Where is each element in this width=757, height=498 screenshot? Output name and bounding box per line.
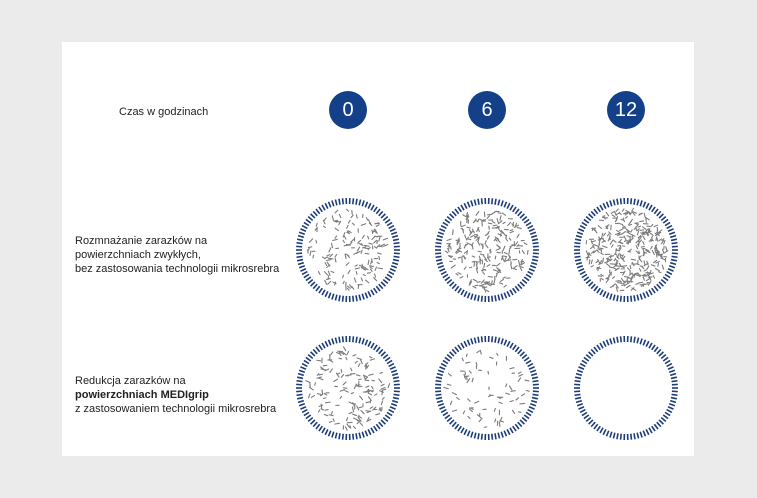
row-label-ordinary-line3: bez zastosowania technologii mikrosrebra — [75, 263, 280, 275]
petri-dish-ordinary-12h — [573, 197, 679, 303]
dish-graphic — [573, 197, 679, 303]
hour-badge-12: 12 — [607, 91, 645, 129]
row-label-ordinary-line2: powierzchniach zwykłych, — [75, 249, 201, 261]
dish-rim — [574, 336, 678, 440]
medigrip-bold-text: powierzchniach MEDIgrip — [75, 389, 209, 401]
row-label-medigrip-line2 — [75, 388, 276, 402]
dish-rim — [435, 198, 539, 302]
germ-cluster — [306, 347, 390, 430]
germ-cluster — [445, 211, 528, 292]
petri-dish-medigrip-12h — [573, 335, 679, 441]
row-label-medigrip — [75, 374, 276, 416]
hour-badge-6: 6 — [468, 91, 506, 129]
diagram-panel — [62, 42, 694, 456]
petri-dish-ordinary-6h — [434, 197, 540, 303]
petri-dish-medigrip-6h — [434, 335, 540, 441]
germ-cluster — [586, 208, 668, 291]
hour-badge-0: 0 — [329, 91, 367, 129]
row-label-ordinary — [75, 234, 279, 276]
row-label-ordinary-line1: Rozmnażanie zarazków na — [75, 235, 208, 247]
petri-dish-medigrip-0h — [295, 335, 401, 441]
dish-graphic — [434, 335, 540, 441]
dish-graphic — [295, 197, 401, 303]
dish-graphic — [573, 335, 679, 441]
dish-graphic — [434, 197, 540, 303]
row-label-medigrip-line3: z zastosowaniem technologii mikrosrebra — [75, 403, 277, 415]
petri-dish-ordinary-0h — [295, 197, 401, 303]
row-label-medigrip-line1: Redukcja zarazków na — [75, 375, 186, 387]
dish-rim — [435, 336, 539, 440]
time-label: Czas w godzinach — [119, 106, 209, 118]
germ-cluster — [308, 209, 388, 290]
dish-graphic — [295, 335, 401, 441]
germ-cluster — [444, 350, 529, 427]
